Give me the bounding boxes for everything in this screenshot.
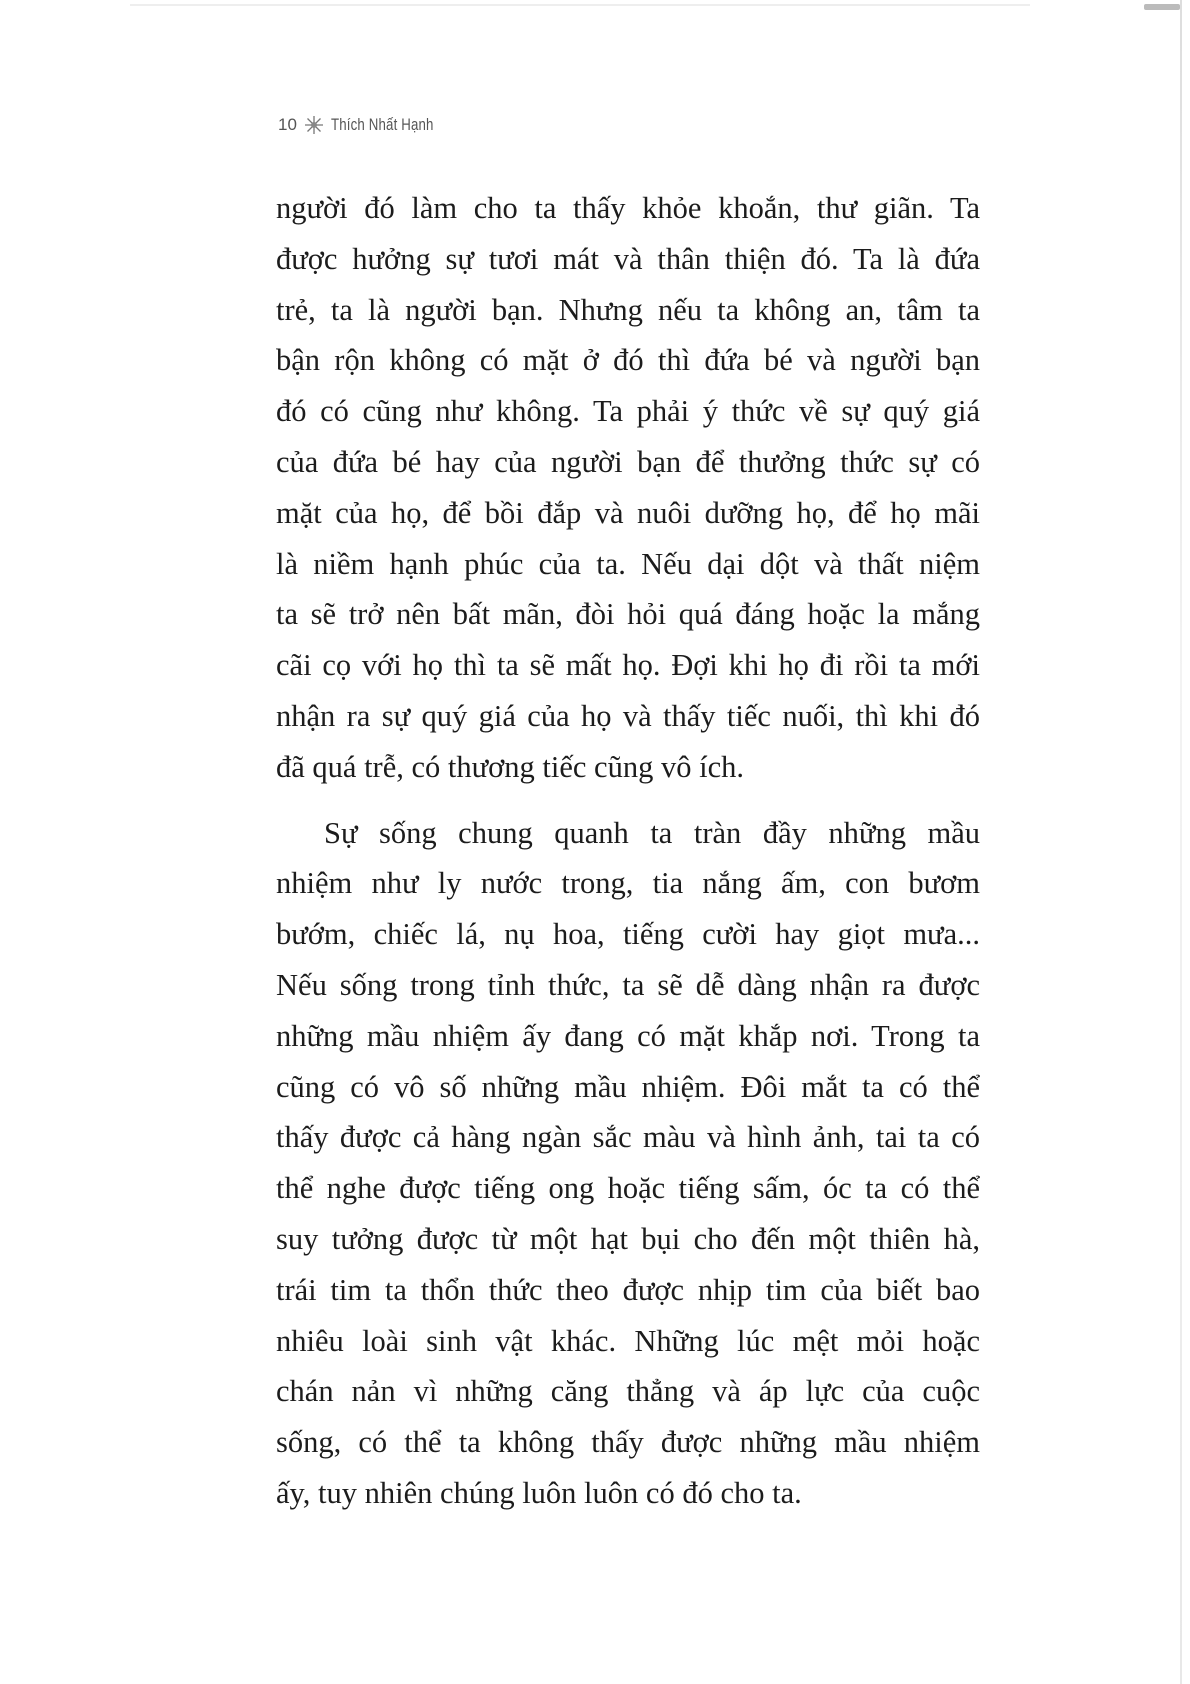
text-line: Sự sống chung quanh ta tràn đầy những mầu <box>324 815 980 850</box>
running-header <box>278 114 462 136</box>
text-line: Nếu sống trong tỉnh thức, ta sẽ dễ dàng nhận ra được <box>276 967 980 1002</box>
text-line: của đứa bé hay của người bạn để thưởng thức sự có <box>276 444 980 479</box>
text-line: đó có cũng như không. Ta phải ý thức về sự quý giá <box>276 394 980 429</box>
text-line: được hưởng sự tươi mát và thân thiện đó. Ta là đứa <box>276 241 980 276</box>
text-line: thể nghe được tiếng ong hoặc tiếng sấm, óc ta có thể <box>276 1171 980 1206</box>
scan-edge-top <box>130 4 1030 6</box>
text-line: đã quá trễ, có thương tiếc cũng vô ích. <box>276 749 744 784</box>
paragraph-gap <box>276 793 980 808</box>
text-line: ta sẽ trở nên bất mãn, đòi hỏi quá đáng hoặc la mắng <box>276 597 980 632</box>
text-line: cũng có vô số những mầu nhiệm. Đôi mắt ta có thể <box>276 1069 980 1104</box>
text-line: sống, có thể ta không thấy được những mầu nhiệm <box>276 1425 980 1460</box>
text-line: cãi cọ với họ thì ta sẽ mất họ. Đợi khi họ đi rồi ta mới <box>276 648 980 683</box>
body-text <box>276 183 980 1519</box>
text-line: ấy, tuy nhiên chúng luôn luôn có đó cho ta. <box>276 1475 802 1510</box>
text-line: thấy được cả hàng ngàn sắc màu và hình ảnh, tai ta có <box>276 1120 980 1155</box>
text-line: trẻ, ta là người bạn. Nhưng nếu ta không an, tâm ta <box>276 292 980 327</box>
flower-ornament-icon <box>303 114 325 136</box>
text-line: những mầu nhiệm ấy đang có mặt khắp nơi. Trong ta <box>276 1018 980 1053</box>
text-line: là niềm hạnh phúc của ta. Nếu dại dột và thất niệm <box>276 546 980 581</box>
text-line: người đó làm cho ta thấy khỏe khoắn, thư giãn. Ta <box>276 191 980 225</box>
text-line: nhiêu loài sinh vật khác. Những lúc mệt mỏi hoặc <box>276 1323 980 1358</box>
text-line: suy tưởng được từ một hạt bụi cho đến một thiên hà, <box>276 1221 980 1256</box>
text-line: nhận ra sự quý giá của họ và thấy tiếc nuối, thì khi đó <box>276 698 980 733</box>
author-name: Thích Nhất Hạnh <box>330 115 434 134</box>
text-line: bận rộn không có mặt ở đó thì đứa bé và người bạn <box>276 343 980 378</box>
scan-corner-mark <box>1144 4 1180 10</box>
paragraph <box>276 183 980 793</box>
paragraph <box>276 808 980 1519</box>
text-line: trái tim ta thổn thức theo được nhịp tim của biết bao <box>276 1272 980 1307</box>
text-line: chán nản vì những căng thẳng và áp lực của cuộc <box>276 1374 980 1409</box>
page-number: 10 <box>278 115 297 134</box>
text-line: mặt của họ, để bồi đắp và nuôi dưỡng họ, để họ mãi <box>276 495 980 530</box>
scan-edge-right <box>1180 0 1182 1684</box>
text-line: bướm, chiếc lá, nụ hoa, tiếng cười hay giọt mưa... <box>276 917 980 952</box>
text-line: nhiệm như ly nước trong, tia nắng ấm, con bươm <box>276 866 980 901</box>
